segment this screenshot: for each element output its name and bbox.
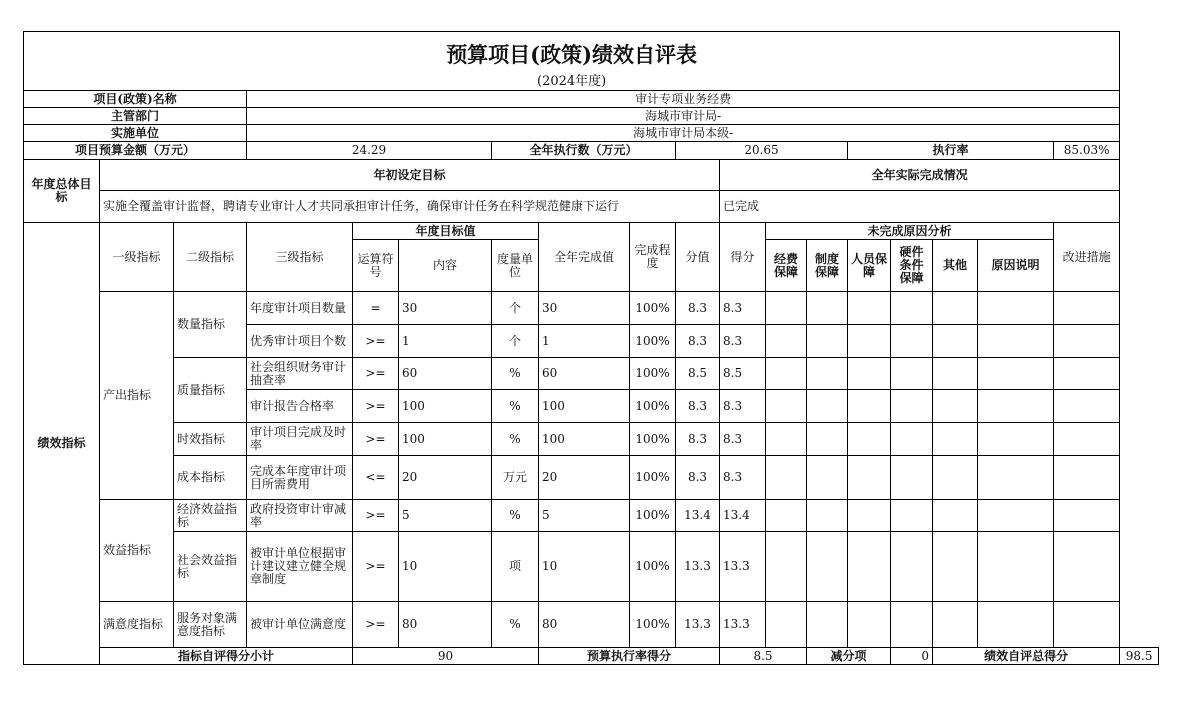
- indicator-content: 60: [399, 358, 492, 390]
- header-level2: 二级指标: [174, 223, 247, 292]
- indicator-score: 8.3: [720, 325, 766, 358]
- unit-value: 海城市审计局本级-: [247, 125, 1120, 142]
- header-improve: 改进措施: [1054, 223, 1120, 292]
- indicator-op: >=: [353, 390, 399, 423]
- indicator-unit: 项: [492, 532, 539, 602]
- indicator-name: 审计报告合格率: [247, 390, 353, 423]
- total-value: 98.5: [1120, 648, 1159, 665]
- level2-quantity: 数量指标: [174, 292, 247, 358]
- indicator-content: 1: [399, 325, 492, 358]
- header-score-value: 分值: [676, 223, 720, 292]
- header-level1: 一级指标: [100, 223, 174, 292]
- header-reason-fund: 经费保障: [766, 240, 807, 292]
- header-annual-target: 年度目标值: [353, 223, 539, 240]
- indicator-full: 1: [539, 325, 630, 358]
- indicator-score: 13.4: [720, 500, 766, 532]
- header-score: 得分: [720, 223, 766, 292]
- header-degree: 完成程度: [630, 223, 676, 292]
- header-level3: 三级指标: [247, 223, 353, 292]
- indicator-content: 10: [399, 532, 492, 602]
- indicator-score: 13.3: [720, 532, 766, 602]
- budget-label: 项目预算金额（万元）: [24, 142, 247, 160]
- indicator-name: 社会组织财务审计抽查率: [247, 358, 353, 390]
- indicator-degree: 100%: [630, 423, 676, 456]
- evaluation-table: [23, 31, 1159, 665]
- indicator-name: 被审计单位根据审计建议建立健全规章制度: [247, 532, 353, 602]
- header-reasons: 未完成原因分析: [766, 223, 1054, 240]
- indicator-name: 政府投资审计审减率: [247, 500, 353, 532]
- exec-label: 全年执行数（万元）: [492, 142, 676, 160]
- initial-goal-label: 年初设定目标: [100, 160, 720, 191]
- indicator-content: 5: [399, 500, 492, 532]
- actual-goal-text: 已完成: [720, 191, 1120, 223]
- indicator-full: 30: [539, 292, 630, 325]
- indicator-degree: 100%: [630, 532, 676, 602]
- indicator-unit: %: [492, 390, 539, 423]
- deduct-value: 0: [891, 648, 933, 665]
- indicator-name: 完成本年度审计项目所需费用: [247, 456, 353, 500]
- level1-output: 产出指标: [100, 292, 174, 500]
- self-evaluation-form: [23, 31, 1159, 665]
- indicator-score: 8.3: [720, 423, 766, 456]
- deduct-label: 减分项: [807, 648, 891, 665]
- actual-goal-label: 全年实际完成情况: [720, 160, 1120, 191]
- indicator-op: >=: [353, 602, 399, 648]
- form-year: (2024年度): [24, 72, 1120, 91]
- goals-section-label: 年度总体目标: [24, 160, 100, 223]
- indicator-degree: 100%: [630, 325, 676, 358]
- indicator-name: 审计项目完成及时率: [247, 423, 353, 456]
- indicator-value: 13.3: [676, 602, 720, 648]
- indicator-full: 20: [539, 456, 630, 500]
- indicator-op: >=: [353, 500, 399, 532]
- indicator-full: 10: [539, 532, 630, 602]
- total-label: 绩效自评总得分: [933, 648, 1120, 665]
- level2-cost: 成本指标: [174, 456, 247, 500]
- indicator-value: 8.3: [676, 456, 720, 500]
- indicator-value: 13.3: [676, 532, 720, 602]
- header-full-year: 全年完成值: [539, 223, 630, 292]
- indicator-unit: %: [492, 500, 539, 532]
- indicator-unit: 个: [492, 292, 539, 325]
- indicator-value: 8.3: [676, 423, 720, 456]
- header-reason-desc: 原因说明: [978, 240, 1054, 292]
- indicator-content: 100: [399, 423, 492, 456]
- indicator-op: >=: [353, 532, 399, 602]
- indicator-content: 30: [399, 292, 492, 325]
- indicator-degree: 100%: [630, 456, 676, 500]
- indicator-name: 优秀审计项目个数: [247, 325, 353, 358]
- exec-value: 20.65: [676, 142, 848, 160]
- subtotal-value: 90: [353, 648, 539, 665]
- indicator-unit: %: [492, 602, 539, 648]
- indicator-value: 8.5: [676, 358, 720, 390]
- indicator-degree: 100%: [630, 390, 676, 423]
- initial-goal-text: 实施全覆盖审计监督，聘请专业审计人才共同承担审计任务，确保审计任务在科学规范健康下运行: [100, 191, 720, 223]
- level1-satisfaction: 满意度指标: [100, 602, 174, 648]
- indicator-degree: 100%: [630, 602, 676, 648]
- subtotal-label: 指标自评得分小计: [100, 648, 353, 665]
- project-name: 审计专项业务经费: [247, 91, 1120, 108]
- indicator-degree: 100%: [630, 358, 676, 390]
- indicator-unit: 个: [492, 325, 539, 358]
- indicator-name: 被审计单位满意度: [247, 602, 353, 648]
- header-unit: 度量单位: [492, 240, 539, 292]
- indicator-content: 20: [399, 456, 492, 500]
- rate-value: 85.03%: [1054, 142, 1120, 160]
- indicator-unit: 万元: [492, 456, 539, 500]
- indicator-op: >=: [353, 358, 399, 390]
- indicator-name: 年度审计项目数量: [247, 292, 353, 325]
- indicator-op: <=: [353, 456, 399, 500]
- indicator-full: 60: [539, 358, 630, 390]
- indicator-content: 100: [399, 390, 492, 423]
- budget-value: 24.29: [247, 142, 492, 160]
- level1-benefit: 效益指标: [100, 500, 174, 602]
- level2-social: 社会效益指标: [174, 532, 247, 602]
- project-name-label: 项目(政策)名称: [24, 91, 247, 108]
- rate-label: 执行率: [848, 142, 1054, 160]
- indicator-full: 80: [539, 602, 630, 648]
- dept-label: 主管部门: [24, 108, 247, 125]
- level2-quality: 质量指标: [174, 358, 247, 423]
- indicator-op: >=: [353, 325, 399, 358]
- indicator-degree: 100%: [630, 500, 676, 532]
- indicator-score: 13.3: [720, 602, 766, 648]
- indicator-op: >=: [353, 423, 399, 456]
- header-reason-staff: 人员保障: [848, 240, 891, 292]
- header-reason-hardware: 硬件条件保障: [891, 240, 933, 292]
- indicator-op: =: [353, 292, 399, 325]
- indicator-value: 8.3: [676, 390, 720, 423]
- indicator-content: 80: [399, 602, 492, 648]
- header-reason-other: 其他: [933, 240, 978, 292]
- budget-score-value: 8.5: [720, 648, 807, 665]
- indicator-unit: %: [492, 358, 539, 390]
- header-content: 内容: [399, 240, 492, 292]
- budget-score-label: 预算执行率得分: [539, 648, 720, 665]
- level2-service: 服务对象满意度指标: [174, 602, 247, 648]
- header-reason-system: 制度保障: [807, 240, 848, 292]
- indicator-score: 8.3: [720, 292, 766, 325]
- unit-label: 实施单位: [24, 125, 247, 142]
- indicator-full: 100: [539, 390, 630, 423]
- indicator-unit: %: [492, 423, 539, 456]
- form-title: 预算项目(政策)绩效自评表: [24, 32, 1120, 73]
- indicator-degree: 100%: [630, 292, 676, 325]
- header-op: 运算符号: [353, 240, 399, 292]
- indicator-value: 13.4: [676, 500, 720, 532]
- indicator-score: 8.5: [720, 358, 766, 390]
- perf-indicators-label: 绩效指标: [24, 223, 100, 665]
- indicator-score: 8.3: [720, 390, 766, 423]
- indicator-full: 5: [539, 500, 630, 532]
- indicator-value: 8.3: [676, 325, 720, 358]
- indicator-full: 100: [539, 423, 630, 456]
- dept-value: 海城市审计局-: [247, 108, 1120, 125]
- level2-time: 时效指标: [174, 423, 247, 456]
- level2-economic: 经济效益指标: [174, 500, 247, 532]
- indicator-score: 8.3: [720, 456, 766, 500]
- indicator-value: 8.3: [676, 292, 720, 325]
